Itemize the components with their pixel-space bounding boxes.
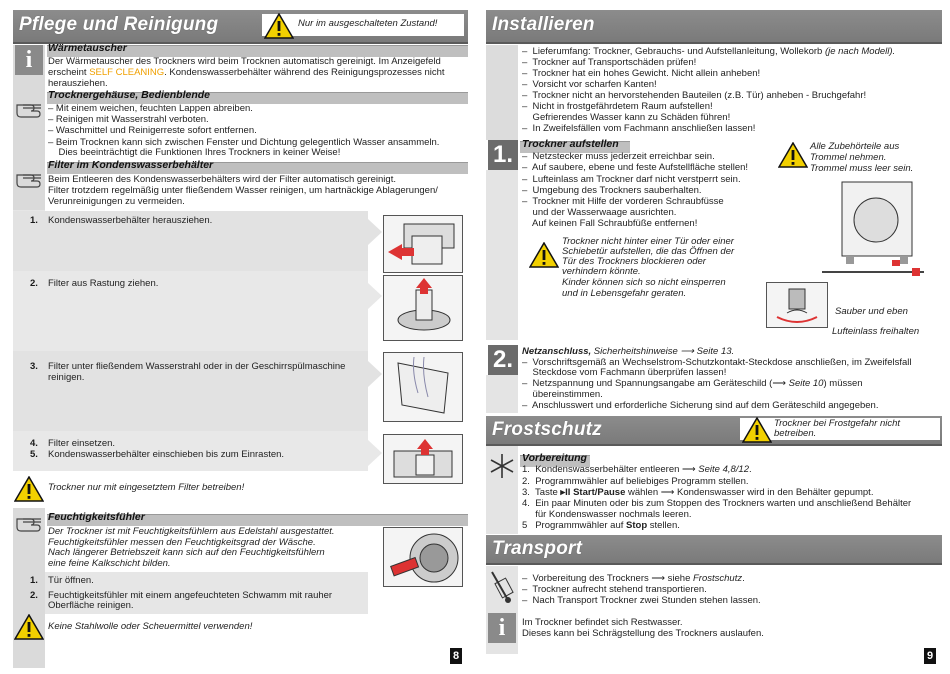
left-page-title: Pflege und Reinigung (19, 14, 219, 35)
filter-line: Filter trotzdem regelmäßig unter fließendem Wasser reinigen, um hartnäckige Ablagerungen/ (48, 185, 438, 196)
warning-icon (264, 13, 294, 39)
step1-item: – Umgebung des Trockners sauberhalten. (522, 185, 702, 196)
step-number: 1. (30, 215, 38, 226)
section-heading-gehaeuse: Trocknergehäuse, Bedienblende (48, 89, 211, 101)
off-state-warning (262, 14, 464, 36)
frost-step: 5 Programmwähler auf Stop stellen. (522, 520, 680, 531)
level-label: Sauber und eben (835, 306, 908, 317)
frost-warning (740, 418, 940, 440)
left-page (0, 0, 472, 674)
page-number: 8 (450, 648, 462, 664)
step-text: Filter unter fließendem Wasserstrahl oder in der Geschirrspülmaschine (48, 361, 346, 372)
step-number: 1. (30, 575, 38, 586)
drum-warning-line: Alle Zubehörteile aus (810, 141, 900, 152)
filter-insert-illustration (383, 434, 463, 484)
margin-strip (486, 170, 518, 340)
step-number: 3. (30, 361, 38, 372)
residual-water-line: Im Trockner befindet sich Restwasser. (522, 617, 683, 628)
door-warning-line: und in Lebensgefahr geraten. (562, 288, 687, 299)
waermetauscher-line: Der Wärmetauscher des Trockners wird beim Trocknen automatisch gereinigt. Im Anzeigefeld (48, 56, 441, 67)
step1-item: – Netzstecker muss jederzeit erreichbar sein. (522, 151, 715, 162)
feuchte-line: Feuchtigkeitsfühler messen den Feuchtigkeitsgrad der Wäsche. (48, 537, 316, 548)
step-number-badge: 2. (488, 345, 518, 375)
door-warning-line: verhindern könnte. (562, 266, 641, 277)
warning-icon (14, 476, 44, 502)
margin-strip (486, 375, 518, 413)
door-warning-line: Trockner nicht hinter einer Tür oder einer (562, 236, 734, 247)
list-item: Dies beeinträchtigt die Funktionen Ihres Trockners in keiner Weise! (48, 147, 341, 158)
off-state-warning-text: Nur im ausgeschalteten Zustand! (298, 18, 438, 29)
door-warning-line: Kinder können sich so nicht einsperren (562, 277, 726, 288)
step-text: Tür öffnen. (48, 575, 94, 586)
frost-step: 1. Kondenswasserbehälter entleeren ⟶ Seite 4,8/12. (522, 464, 752, 475)
margin-strip (486, 45, 518, 140)
intro-item: – Nicht in frostgefährdetem Raum aufstellen! (522, 101, 713, 112)
step2-item: Steckdose vom Fachmann überprüfen lassen! (522, 367, 727, 378)
info-icon: i (488, 613, 516, 643)
transport-item: – Nach Transport Trockner zwei Stunden stehen lassen. (522, 595, 761, 606)
step1-item: – Auf saubere, ebene und feste Aufstellfläche stellen! (522, 162, 749, 173)
intro-item: – Trockner hat ein hohes Gewicht. Nicht allein anheben! (522, 68, 761, 79)
step-text: Kondenswasserbehälter einschieben bis zum Einrasten. (48, 449, 285, 460)
step1-item: – Lufteinlass am Trockner darf nicht verstperrt sein. (522, 174, 741, 185)
warning-icon (529, 242, 559, 268)
right-page (478, 0, 950, 674)
steel-wool-warning-text: Keine Stahlwolle oder Scheuermittel verwenden! (48, 621, 253, 632)
waermetauscher-line: erscheint SELF CLEANING. Kondenswasserbehälter während des Reinigungsprozesses nicht (48, 67, 445, 78)
transport-title: Transport (492, 538, 583, 559)
section-heading-feuchtigkeit: Feuchtigkeitsfühler (48, 511, 145, 523)
intro-item: – Trockner auf Transportschäden prüfen! (522, 57, 697, 68)
filter-rinse-illustration (383, 352, 463, 422)
door-warning-line: Schiebetür aufstellen, die das Öffnen der (562, 246, 735, 257)
list-item: – Mit einem weichen, feuchten Lappen abreiben. (48, 103, 253, 114)
intro-item: – Vorsicht vor scharfen Kanten! (522, 79, 657, 90)
step-arrowhead (368, 440, 382, 466)
start-pause-icon: ▸II (560, 487, 571, 498)
hand-icon (15, 511, 45, 533)
snowflake-icon (488, 452, 516, 480)
list-item: – Waschmittel und Reinigerreste sofort entfernen. (48, 125, 257, 136)
frost-step: 3. Taste ▸II Start/Pause wählen ⟶ Kondenswasser wird in den Behälter gepumpt. (522, 487, 874, 498)
air-inlet-label: Lufteinlass freihalten (832, 326, 920, 337)
warning-icon (742, 417, 772, 443)
drum-warning-line: Trommel nehmen. (810, 152, 887, 163)
transport-item: – Trockner aufrecht stehend transportieren. (522, 584, 707, 595)
frost-warning-line: betreiben. (774, 428, 817, 439)
frost-step: 2. Programmwähler auf beliebiges Programm stellen. (522, 476, 749, 487)
intro-item: – In Zweifelsfällen vom Fachmann anschließen lassen! (522, 123, 756, 134)
filter-warning-text: Trockner nur mit eingesetztem Filter betreiben! (48, 482, 245, 493)
transport-header (486, 535, 942, 565)
step2-heading: Netzanschluss, Sicherheitshinweise ⟶ Seite 13. (522, 346, 735, 357)
step-number-badge: 1. (488, 140, 518, 170)
step-arrowhead (368, 219, 382, 245)
vorbereitung-heading: Vorbereitung (522, 452, 587, 464)
residual-water-line: Dieses kann bei Schrägstellung des Trockners auslaufen. (522, 628, 764, 639)
step2-item: übereinstimmen. (522, 389, 603, 400)
step-arrowhead (368, 283, 382, 309)
step1-item: Auf keinen Fall Schraubfüße entfernen! (522, 218, 698, 229)
door-warning-line: Tür des Trockners blockieren oder (562, 256, 706, 267)
step-text: reinigen. (48, 372, 85, 383)
step-text: Oberfläche reinigen. (48, 600, 134, 611)
intro-item: – Lieferumfang: Trockner, Gebrauchs- und Aufstellanleitung, Wollekorb (je nach Modell). (522, 46, 896, 57)
filter-line: Beim Entleeren des Kondenswasserbehälters wird der Filter automatisch gereinigt. (48, 174, 396, 185)
feuchte-line: Nach längerer Betriebszeit kann sich auf den Feuchtigkeitsfühlern (48, 547, 325, 558)
sensor-cleaning-illustration (383, 527, 463, 587)
step2-item: – Vorschriftsgemäß an Wechselstrom-Schutzkontakt-Steckdose anschließen, im Zweifelsfall (522, 357, 912, 368)
frost-title: Frostschutz (492, 419, 602, 440)
right-page-header (486, 10, 942, 44)
step-arrowhead (368, 361, 382, 387)
feuchte-line: eine feine Kalkschicht bilden. (48, 558, 171, 569)
intro-item: – Trockner nicht an hervorstehenden Bauteilen (z.B. Tür) anheben - Bruchgefahr! (522, 90, 867, 101)
step1-item: – Trockner mit Hilfe der vorderen Schraubfüsse (522, 196, 724, 207)
step-number: 2. (30, 590, 38, 601)
dryer-level-illustration (818, 178, 928, 278)
frost-step: 4. Ein paar Minuten oder bis zum Stoppen des Trockners warten und anschließend Behälter (522, 498, 912, 509)
transport-item: – Vorbereitung des Trockners ⟶ siehe Frostschutz. (522, 573, 745, 584)
filter-line: Verunreinigungen zu vermeiden. (48, 196, 185, 207)
container-pull-illustration (383, 215, 463, 273)
step1-heading: Trockner aufstellen (522, 138, 619, 150)
step-text: Kondenswasserbehälter herausziehen. (48, 215, 213, 226)
intro-item: Gefrierendes Wasser kann zu Schäden führen! (522, 112, 731, 123)
info-icon: i (15, 45, 43, 75)
hand-icon (15, 167, 45, 189)
self-cleaning-indicator: SELF CLEANING (89, 67, 165, 78)
page-number: 9 (924, 648, 936, 664)
step2-item: – Anschlusswert und erforderliche Sicherung sind auf dem Geräteschild angegeben. (522, 400, 879, 411)
hand-icon (15, 97, 45, 119)
foot-adjust-illustration (766, 282, 828, 328)
installieren-title: Installieren (492, 14, 595, 35)
waermetauscher-line: herausziehen. (48, 78, 108, 89)
step1-item: und der Wasserwaage ausrichten. (522, 207, 677, 218)
hand-truck-icon (488, 570, 516, 604)
section-heading-waermetauscher: Wärmetauscher (48, 42, 127, 54)
step-text: Filter aus Rastung ziehen. (48, 278, 159, 289)
drum-warning-line: Trommel muss leer sein. (810, 163, 914, 174)
step-number: 4. (30, 438, 38, 449)
section-heading-filter: Filter im Kondenswasserbehälter (48, 159, 214, 171)
step-text: Filter einsetzen. (48, 438, 116, 449)
step2-item: – Netzspannung und Spannungsangabe am Geräteschild (⟶ Seite 10) müssen (522, 378, 863, 389)
step-text: Feuchtigkeitsfühler mit einem angefeuchteten Schwamm mit rauher (48, 590, 333, 601)
step-number: 5. (30, 449, 38, 460)
list-item: – Beim Trocknen kann sich zwischen Fenster und Dichtung gelegentlich Wasser ansammeln. (48, 137, 440, 148)
feuchte-line: Der Trockner ist mit Feuchtigkeitsfühlern aus Edelstahl ausgestattet. (48, 526, 335, 537)
filter-removal-illustration (383, 275, 463, 341)
frost-warning-line: Trockner bei Frostgefahr nicht (774, 418, 901, 429)
warning-icon (14, 614, 44, 640)
frost-step: für Kondenswasser nochmals leeren. (522, 509, 692, 520)
warning-icon (778, 142, 808, 168)
step-number: 2. (30, 278, 38, 289)
list-item: – Reinigen mit Wasserstrahl verboten. (48, 114, 209, 125)
